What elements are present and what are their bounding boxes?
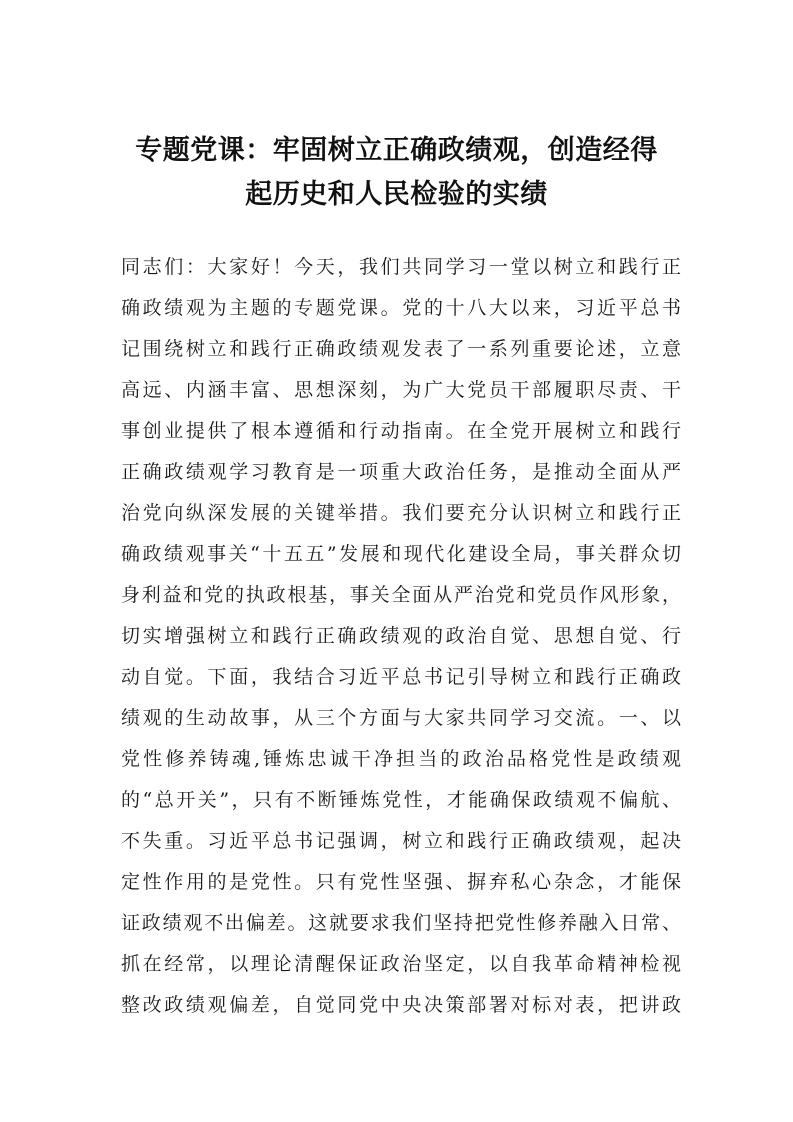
body-line: 同志们：大家好！今天，我们共同学习一堂以树立和践行正 <box>121 256 681 278</box>
body-line: 身利益和党的执政根基，事关全面从严治党和党员作风形象， <box>121 584 681 606</box>
body-line: 整改政绩观偏差，自觉同党中央决策部署对标对表，把讲政 <box>121 994 681 1016</box>
body-line: 证政绩观不出偏差。这就要求我们坚持把党性修养融入日常、 <box>121 912 681 934</box>
body-line: 动自觉。下面，我结合习近平总书记引导树立和践行正确政 <box>121 666 681 688</box>
body-line: 记围绕树立和践行正确政绩观发表了一系列重要论述，立意 <box>121 338 681 360</box>
body-line: 治党向纵深发展的关键举措。我们要充分认识树立和践行正 <box>121 502 681 524</box>
body-line: 确政绩观为主题的专题党课。党的十八大以来，习近平总书 <box>121 297 681 319</box>
body-line: 绩观的生动故事，从三个方面与大家共同学习交流。一、以 <box>121 707 681 729</box>
body-line: 事创业提供了根本遵循和行动指南。在全党开展树立和践行 <box>121 420 681 442</box>
body-line: 高远、内涵丰富、思想深刻，为广大党员干部履职尽责、干 <box>121 379 681 401</box>
body-line: 切实增强树立和践行正确政绩观的政治自觉、思想自觉、行 <box>121 625 681 647</box>
body-line: 的“总开关”，只有不断锤炼党性，才能确保政绩观不偏航、 <box>121 789 681 811</box>
document-title-line-2: 起历史和人民检验的实绩 <box>245 179 548 210</box>
document-title-line-1: 专题党课：牢固树立正确政绩观，创造经得 <box>135 135 658 166</box>
body-line: 党性修养铸魂,锤炼忠诚干净担当的政治品格党性是政绩观 <box>121 748 681 770</box>
body-line: 确政绩观事关“十五五”发展和现代化建设全局，事关群众切 <box>121 543 681 565</box>
body-line: 正确政绩观学习教育是一项重大政治任务，是推动全面从严 <box>121 461 681 483</box>
body-line: 定性作用的是党性。只有党性坚强、摒弃私心杂念，才能保 <box>121 871 681 893</box>
body-line: 不失重。习近平总书记强调，树立和践行正确政绩观，起决 <box>121 830 681 852</box>
body-line: 抓在经常，以理论清醒保证政治坚定，以自我革命精神检视 <box>121 953 681 975</box>
